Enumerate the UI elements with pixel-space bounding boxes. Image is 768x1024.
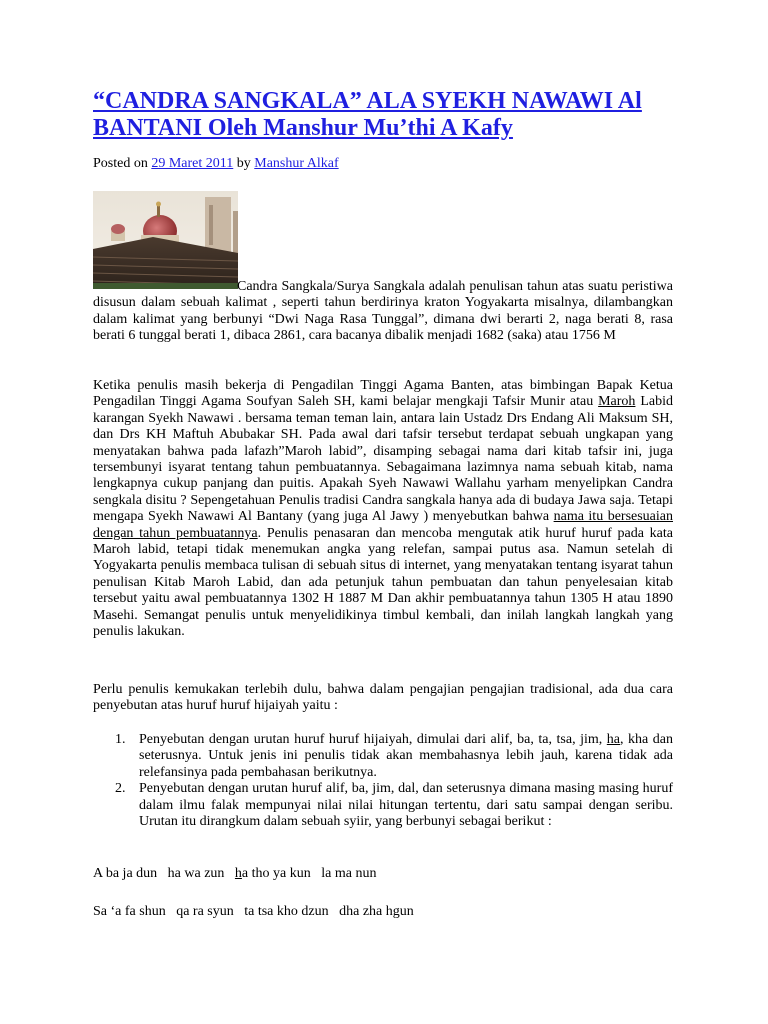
underlined-phrase: nama itu bersesuaian dengan tahun pembuatannya — [93, 509, 673, 541]
list-item-1-part-b: , kha dan seterusnya. Untuk jenis ini penulis tidak akan membahasnya lebih jauh, karena tidak ada relefansinya pada pembahasan berikutnya. — [139, 732, 673, 780]
list-item — [93, 781, 673, 830]
syiir-line-1-part-a: A ba ja dun ha wa zun — [93, 866, 235, 881]
list-item — [93, 732, 673, 781]
post-title-link[interactable]: “CANDRA SANGKALA” ALA SYEKH NAWAWI Al BANTANI Oleh Manshur Mu’thi A Kafy — [93, 88, 642, 141]
syiir-line-2: Sa ‘a fa shun qa ra syun ta tsa kho dzun dha zha hgun — [93, 904, 414, 919]
paragraph-story-part-c: . Penulis penasaran dan mencoba mengutak atik huruf huruf pada kata Maroh labid, tetapi tidak menemukan angka yang relefan, sampai putus asa. Namun setelah di Yogyakarta penulis membaca tulisan di sebuah situs di internet, yang menyatakan tentang isyarat tahun penulisan Kitab Maroh Labid, dan ada petunjuk tahun pembuatan dan tahun penyelesaian kitab tersebut yaitu awal pembuatannya 1302 H 1887 M Dan akhir pembuatannya tahun 1305 H atau 1890 Masehi. Semangat penulis untuk menyelidikinya timbul kembali, dan inilah langkah langkah yang penulis lakukan. — [93, 525, 673, 640]
post-date-link[interactable]: 29 Maret 2011 — [151, 156, 234, 171]
author-link[interactable]: Manshur Alkaf — [254, 156, 339, 171]
list-number: 1. — [115, 732, 126, 747]
mosque-photo — [93, 191, 238, 289]
posted-on-label: Posted on — [93, 156, 148, 171]
ha-underlined: ha — [606, 732, 621, 747]
paragraph-story — [93, 378, 673, 641]
list-number: 2. — [115, 781, 126, 797]
paragraph-story-part-a: Ketika penulis masih bekerja di Pengadilan Tinggi Agama Banten, atas bimbingan Bapak Ketua Pengadilan Tinggi Agama Soufyan Saleh SH, kami belajar mengkaji Tafsir Munir atau — [93, 378, 673, 410]
hijaiyah-list — [93, 732, 673, 830]
list-item-1-part-a: Penyebutan dengan urutan huruf huruf hijaiyah, dimulai dari alif, ba, ta, tsa, jim, — [139, 732, 607, 747]
paragraph-hijaiyah-intro: Perlu penulis kemukakan terlebih dulu, bahwa dalam pengajian pengajian tradisional, ada dua cara penyebutan atas huruf huruf hijaiyah yaitu : — [93, 682, 673, 714]
h-underlined: h — [234, 866, 242, 881]
syiir-line-1 — [93, 866, 376, 882]
paragraph-story-part-b: Labid karangan Syekh Nawawi . bersama teman teman lain, antara lain Ustadz Drs Endang Ali Maksum SH, dan Drs KH Maftuh Abubakar SH. Pada awal dari tafsir tersebut terdapat sebuah ungkapan yang menyatakan bahwa pada lafazh”Maroh labid”, disamping sebagai nama dari kitab tafsir ini, juga tersembunyi isyarat tentang tahun pembuatannya. Sebagaimana lazimnya nama sebuah kitab, nama lengkapnya cukup panjang dan puitis. Apakah Syeh Nawawi Wallahu yarham menyelipkan Candra sengkala disitu ? Sepengetahuan Penulis tradisi Candra sangkala hanya ada di budaya Jawa saja. Tetapi mengapa Syekh Nawawi Al Bantany (yang juga Al Jawy ) menyebutkan bahwa — [93, 394, 673, 525]
list-item-2-text: Penyebutan dengan urutan huruf alif, ba, jim, dal, dan seterusnya dimana masing masing huruf dalam ilmu falak mempunyai nilai nilai hitungan tertentu, dari satu sampai dengan seribu. Urutan itu dirangkum dalam sebuah syiir, yang berbunyi sebagai berikut : — [139, 781, 673, 830]
maroh-underlined: Maroh — [598, 394, 636, 410]
post-title[interactable] — [93, 88, 693, 142]
paragraph-intro-text: Candra Sangkala/Surya Sangkala adalah penulisan tahun atas suatu peristiwa disusun dalam sebuah kalimat , seperti tahun berdirinya kraton Yogyakarta misalnya, dilambangkan dalam kalimat yang berbunyi “Dwi Naga Rasa Tunggal”, dimana dwi berarti 2, naga berati 8, rasa berati 6 tunggal berati 1, dibaca 2861, cara bacanya dibalik menjadi 1682 (saka) atau 1756 M — [93, 279, 673, 344]
post-meta — [93, 155, 339, 173]
syiir-line-1-part-b: a tho ya kun la ma nun — [241, 866, 377, 881]
paragraph-intro — [93, 279, 673, 345]
by-label: by — [236, 156, 251, 171]
mosque-photo-graphic — [93, 191, 238, 289]
